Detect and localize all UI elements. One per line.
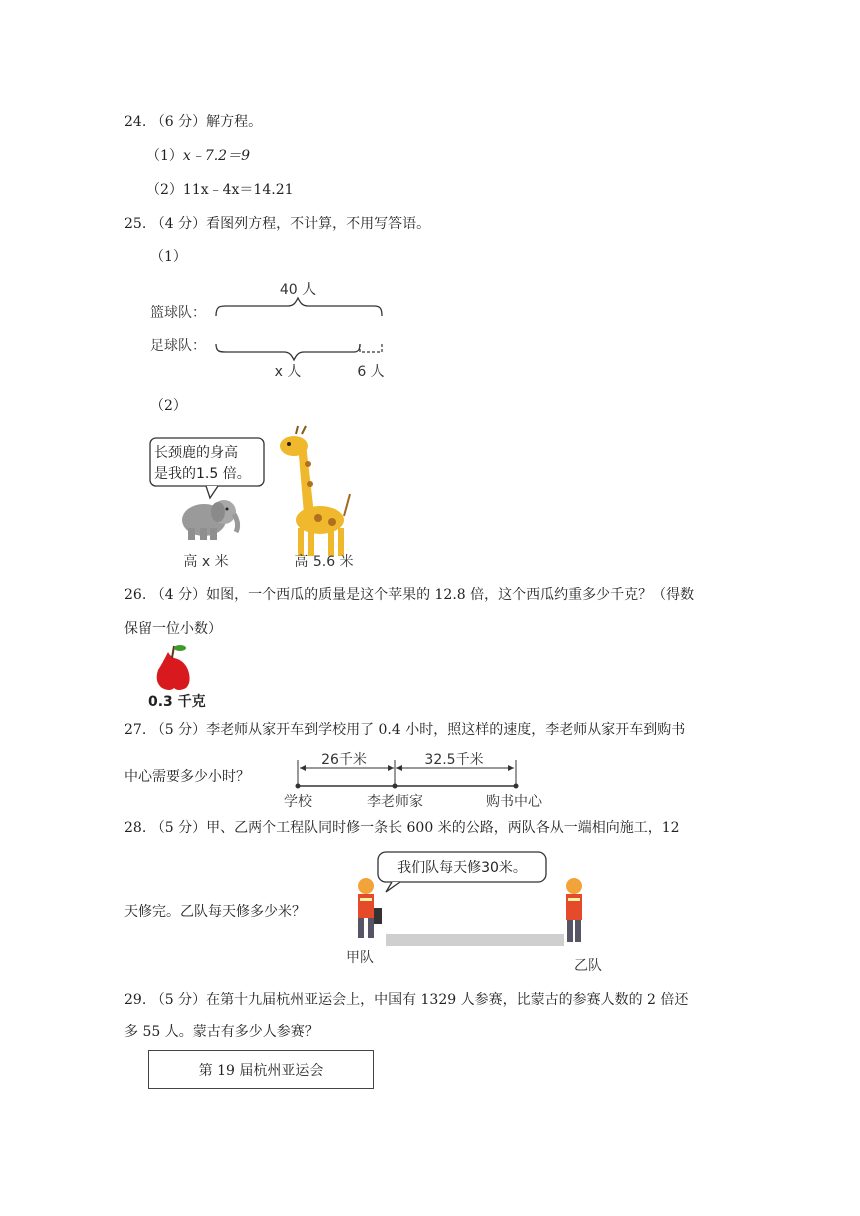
apple-icon [157, 645, 190, 690]
q27-point-home: 李老师家 [367, 794, 423, 810]
q25-animal-figure [148, 424, 358, 572]
q28-bubble-tail [386, 882, 400, 892]
q25-top-brace [216, 298, 382, 316]
q28-line1: 28. （5 分）甲、乙两个工程队同时修一条长 600 米的公路，两队各从一端相向施工，12 [124, 820, 680, 836]
q25-giraffe-label: 高 5.6 米 [294, 554, 354, 570]
q25-animal-figure-svg [148, 424, 358, 572]
q28-line2: 天修完。乙队每天修多少米？ [124, 904, 306, 920]
q28-team-a-label: 甲队 [346, 950, 374, 966]
q29-line2: 多 55 人。蒙古有多少人参赛？ [124, 1024, 319, 1040]
q29-line1: 29. （5 分）在第十九届杭州亚运会上，中国有 1329 人参赛，比蒙古的参赛人数的 2 倍还 [124, 992, 689, 1008]
q26-apple-svg [148, 642, 218, 710]
q27-line2: 中心需要多少小时？ [124, 769, 250, 785]
q25-top-label: 40 人 [279, 282, 317, 298]
q25-elephant-label: 高 x 米 [183, 554, 229, 570]
q28-bubble-text: 我们队每天修30米。 [397, 860, 527, 876]
q24-item-1-prefix: （1） [146, 148, 183, 164]
q25-bubble-line1: 长颈鹿的身高 [154, 445, 238, 461]
q27-distance-svg [278, 746, 548, 810]
q26-apple-label: 0.3 千克 [148, 694, 206, 710]
q25-row1-label: 篮球队： [150, 305, 206, 321]
q28-road [386, 934, 564, 946]
q24-item-2-equation: 11x﹣4x＝14.21 [182, 182, 294, 198]
elephant-icon [182, 500, 238, 540]
q25-row2-label: 足球队： [150, 338, 206, 354]
q25-bubble-line2: 是我的1.5 倍。 [154, 466, 251, 482]
q25-segment-diagram-svg [148, 272, 388, 380]
q25-part2-label: （2） [150, 398, 187, 414]
q26-line1: 26. （4 分）如图，一个西瓜的质量是这个苹果的 12.8 倍，这个西瓜约重多少千克？（得数 [124, 587, 695, 603]
q28-road-figure [340, 846, 610, 976]
q25-x-brace [216, 344, 360, 360]
q28-road-svg [340, 846, 610, 976]
q26-line2: 保留一位小数） [124, 621, 222, 637]
q27-distance-diagram [278, 746, 548, 810]
q27-point-school: 学校 [284, 794, 312, 810]
worker-a-icon [358, 878, 382, 938]
q27-seg2-label: 32.5千米 [424, 752, 484, 768]
q24-heading: 24. （6 分）解方程。 [124, 114, 263, 130]
q25-bubble-tail [206, 486, 218, 498]
q25-x-label: x 人 [274, 364, 302, 380]
giraffe-icon [280, 426, 350, 556]
q24-item-2-prefix: （2） [146, 182, 183, 198]
q25-part1-label: （1） [150, 249, 187, 265]
q26-apple-figure [148, 642, 218, 710]
q27-point-bookstore: 购书中心 [486, 794, 542, 810]
q25-heading: 25. （4 分）看图列方程，不计算，不用写答语。 [124, 216, 431, 232]
q24-item-1-equation: x﹣7.2＝9 [182, 148, 250, 164]
q27-line1: 27. （5 分）李老师从家开车到学校用了 0.4 小时，照这样的速度，李老师从家开车到购书 [124, 722, 686, 738]
q25-extra-brace [360, 344, 382, 352]
worker-b-icon [566, 878, 582, 942]
q25-extra-label: 6 人 [357, 364, 385, 380]
q24-item-2 [146, 180, 294, 200]
q27-seg1-label: 26千米 [321, 752, 367, 768]
q24-item-1 [146, 146, 250, 166]
q29-event-box: 第 19 届杭州亚运会 [148, 1050, 374, 1089]
q25-segment-diagram [148, 272, 388, 380]
q28-team-b-label: 乙队 [574, 958, 602, 974]
